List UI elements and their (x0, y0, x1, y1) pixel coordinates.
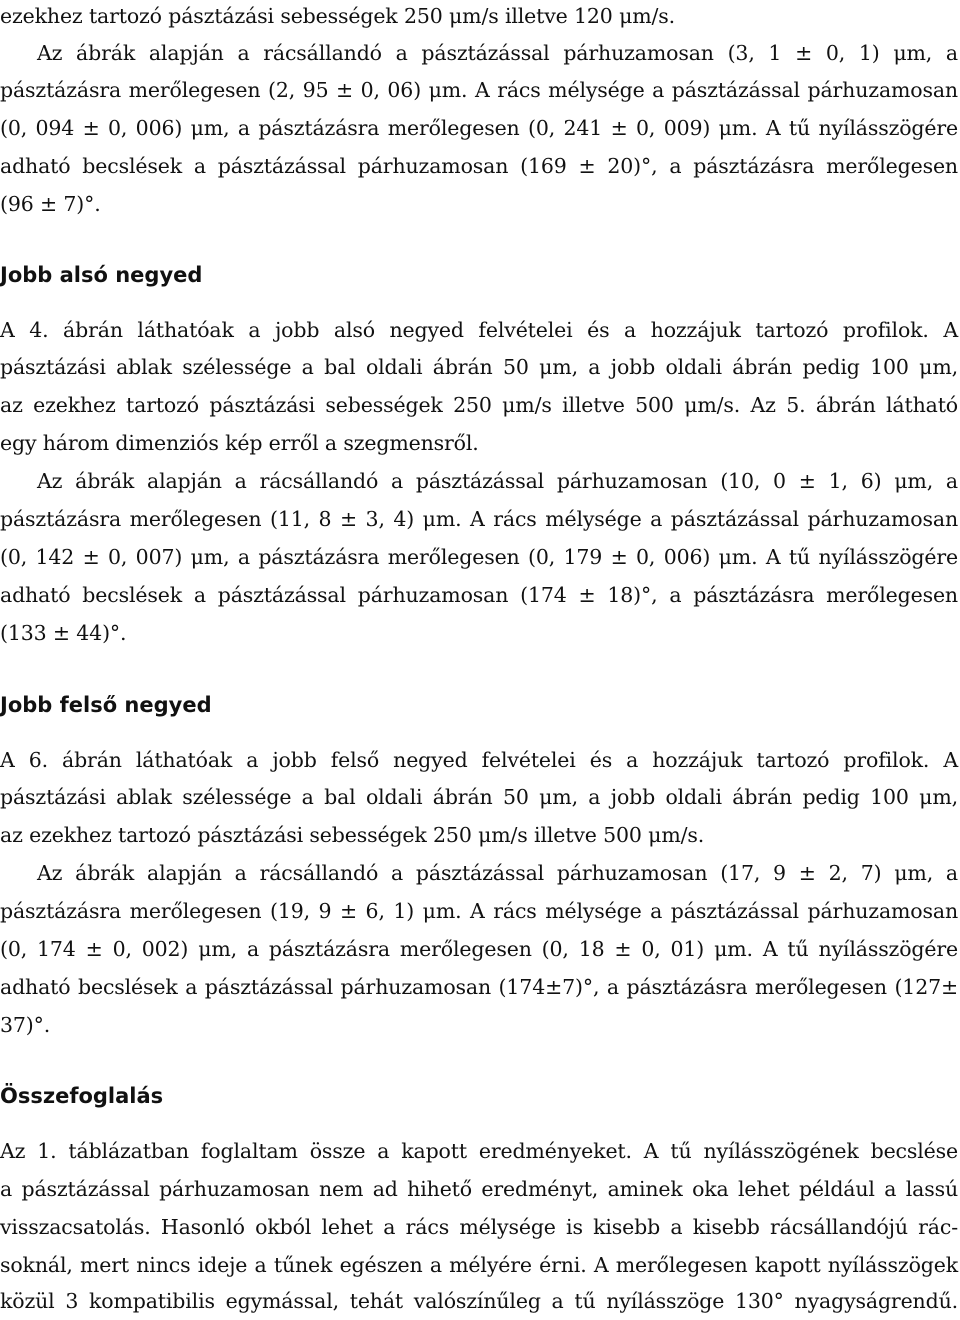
lower-right-line-1: A 4. ábrán láthatóak a jobb alsó negyed felvételei és a hozzájuk tartozó profilok. A (0, 318, 958, 342)
lower-right-line-9: (133 ± 44)°. (0, 621, 127, 645)
intro-line-3: pásztázásra merőlegesen (2, 95 ± 0, 06) μm. A rács mélysége a pásztázással párhuzamosan (0, 78, 958, 102)
intro-line-4: (0, 094 ± 0, 006) μm, a pásztázásra merőlegesen (0, 241 ± 0, 009) μm. A tű nyílásszögére (0, 116, 958, 140)
intro-line-2: Az ábrák alapján a rácsállandó a pásztázással párhuzamosan (3, 1 ± 0, 1) μm, a (37, 41, 958, 65)
lower-right-line-2: pásztázási ablak szélessége a bal oldali ábrán 50 μm, a jobb oldali ábrán pedig 100 μm, (0, 355, 958, 379)
lower-right-line-3: az ezekhez tartozó pásztázási sebességek 250 μm/s illetve 500 μm/s. Az 5. ábrán látható (0, 393, 958, 417)
summary-line-5: közül 3 kompatibilis egymással, tehát valószínűleg a tű nyílásszöge 130° nyagyságrendű. (0, 1289, 958, 1313)
summary-line-3: visszacsatolás. Hasonló okból lehet a rács mélysége is kisebb a kisebb rácsállandójú rác- (0, 1215, 958, 1239)
lower-right-line-6: pásztázásra merőlegesen (11, 8 ± 3, 4) μm. A rács mélysége a pásztázással párhuzamosan (0, 507, 958, 531)
upper-right-line-6: (0, 174 ± 0, 002) μm, a pásztázásra merőlegesen (0, 18 ± 0, 01) μm. A tű nyílásszögére (0, 937, 958, 961)
upper-right-line-7: adható becslések a pásztázással párhuzamosan (174±7)°, a pásztázásra merőlegesen (127± (0, 975, 958, 999)
summary-line-1: Az 1. táblázatban foglaltam össze a kapott eredményeket. A tű nyílásszögének becslése (0, 1139, 958, 1163)
upper-right-line-2: pásztázási ablak szélessége a bal oldali ábrán 50 μm, a jobb oldali ábrán pedig 100 μm, (0, 785, 958, 809)
lower-right-line-4: egy három dimenziós kép erről a szegmensről. (0, 431, 479, 455)
section-heading-summary: Összefoglalás (0, 1084, 164, 1108)
upper-right-line-8: 37)°. (0, 1013, 51, 1037)
upper-right-line-4: Az ábrák alapján a rácsállandó a pásztázással párhuzamosan (17, 9 ± 2, 7) μm, a (37, 861, 958, 885)
intro-line-1: ezekhez tartozó pásztázási sebességek 250 μm/s illetve 120 μm/s. (0, 4, 676, 28)
lower-right-line-8: adható becslések a pásztázással párhuzamosan (174 ± 18)°, a pásztázásra merőlegesen (0, 583, 958, 607)
summary-line-4: soknál, mert nincs ideje a tűnek egészen a mélyére érni. A merőlegesen kapott nyílásszögek (0, 1253, 958, 1277)
summary-line-2: a pásztázással párhuzamosan nem ad hihető eredményt, aminek oka lehet például a lassú (0, 1177, 958, 1201)
intro-line-6: (96 ± 7)°. (0, 192, 101, 216)
section-heading-lower-right: Jobb alsó negyed (0, 263, 203, 287)
upper-right-line-1: A 6. ábrán láthatóak a jobb felső negyed felvételei és a hozzájuk tartozó profilok. A (0, 748, 958, 772)
lower-right-line-5: Az ábrák alapján a rácsállandó a pásztázással párhuzamosan (10, 0 ± 1, 6) μm, a (37, 469, 958, 493)
intro-line-5: adható becslések a pásztázással párhuzamosan (169 ± 20)°, a pásztázásra merőlegesen (0, 154, 958, 178)
upper-right-line-5: pásztázásra merőlegesen (19, 9 ± 6, 1) μm. A rács mélysége a pásztázással párhuzamosan (0, 899, 958, 923)
section-heading-upper-right: Jobb felső negyed (0, 693, 212, 717)
upper-right-line-3: az ezekhez tartozó pásztázási sebességek 250 μm/s illetve 500 μm/s. (0, 823, 705, 847)
lower-right-line-7: (0, 142 ± 0, 007) μm, a pásztázásra merőlegesen (0, 179 ± 0, 006) μm. A tű nyílásszögére (0, 545, 958, 569)
